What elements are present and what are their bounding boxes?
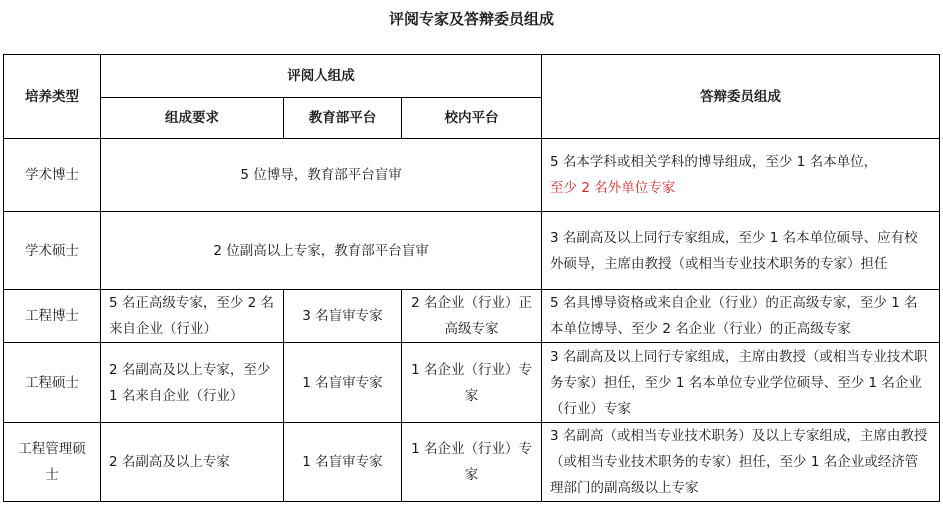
row-requirement: 5 名正高级专家，至少 2 名来自企业（行业）: [101, 290, 284, 343]
row-committee: 3 名副高（或相当专业技术职务）及以上专家组成，主席由教授（或相当专业技术职务的专家）担任，至少 1 名企业或经济管理部门的副高级以上专家: [542, 423, 940, 502]
row-requirement: 2 名副高及以上专家: [101, 423, 284, 502]
table-row: [4, 290, 940, 343]
header-ministry-platform: 教育部平台: [284, 98, 402, 139]
table-row: [4, 343, 940, 423]
row-merged-reviewers: 2 位副高以上专家，教育部平台盲审: [101, 212, 542, 290]
page-title: 评阅专家及答辩委员组成: [388, 10, 554, 28]
row-campus: 2 名企业（行业）正高级专家: [402, 290, 542, 343]
row-type: 学术硕士: [4, 212, 101, 290]
expert-composition-table: [3, 54, 940, 502]
row-type: 工程管理硕士: [4, 423, 101, 502]
row-ministry: 1 名盲审专家: [284, 343, 402, 423]
header-training-type: 培养类型: [4, 55, 101, 139]
row-ministry: 3 名盲审专家: [284, 290, 402, 343]
row-type: 学术博士: [4, 139, 101, 212]
row-committee: 3 名副高及以上同行专家组成，主席由教授（或相当专业技术职务专家）担任，至少 1 名本单位专业学位硕导、至少 1 名企业（行业）专家: [542, 343, 940, 423]
row-merged-reviewers: 5 位博导，教育部平台盲审: [101, 139, 542, 212]
row-committee: 5 名具博导资格或来自企业（行业）的正高级专家，至少 1 名本单位博导、至少 2 名企业（行业）的正高级专家: [542, 290, 940, 343]
header-committee: 答辩委员组成: [542, 55, 940, 139]
row-type: 工程博士: [4, 290, 101, 343]
committee-text: 5 名本学科或相关学科的博导组成，至少 1 名本单位，: [550, 154, 878, 170]
header-reviewers: 评阅人组成: [101, 55, 542, 98]
row-ministry: 1 名盲审专家: [284, 423, 402, 502]
row-campus: 1 名企业（行业）专家: [402, 423, 542, 502]
row-requirement: 2 名副高及以上专家，至少 1 名来自企业（行业）: [101, 343, 284, 423]
row-campus: 1 名企业（行业）专家: [402, 343, 542, 423]
table-row: [4, 423, 940, 502]
header-campus-platform: 校内平台: [402, 98, 542, 139]
committee-highlight: 至少 2 名外单位专家: [550, 180, 676, 196]
row-committee: [542, 139, 940, 212]
header-requirement: 组成要求: [101, 98, 284, 139]
table-row: [4, 212, 940, 290]
table-row: [4, 139, 940, 212]
row-committee: 3 名副高及以上同行专家组成，至少 1 名本单位硕导、应有校外硕导，主席由教授（或相当专业技术职务的专家）担任: [542, 212, 940, 290]
row-type: 工程硕士: [4, 343, 101, 423]
header-row-1: [4, 55, 940, 98]
